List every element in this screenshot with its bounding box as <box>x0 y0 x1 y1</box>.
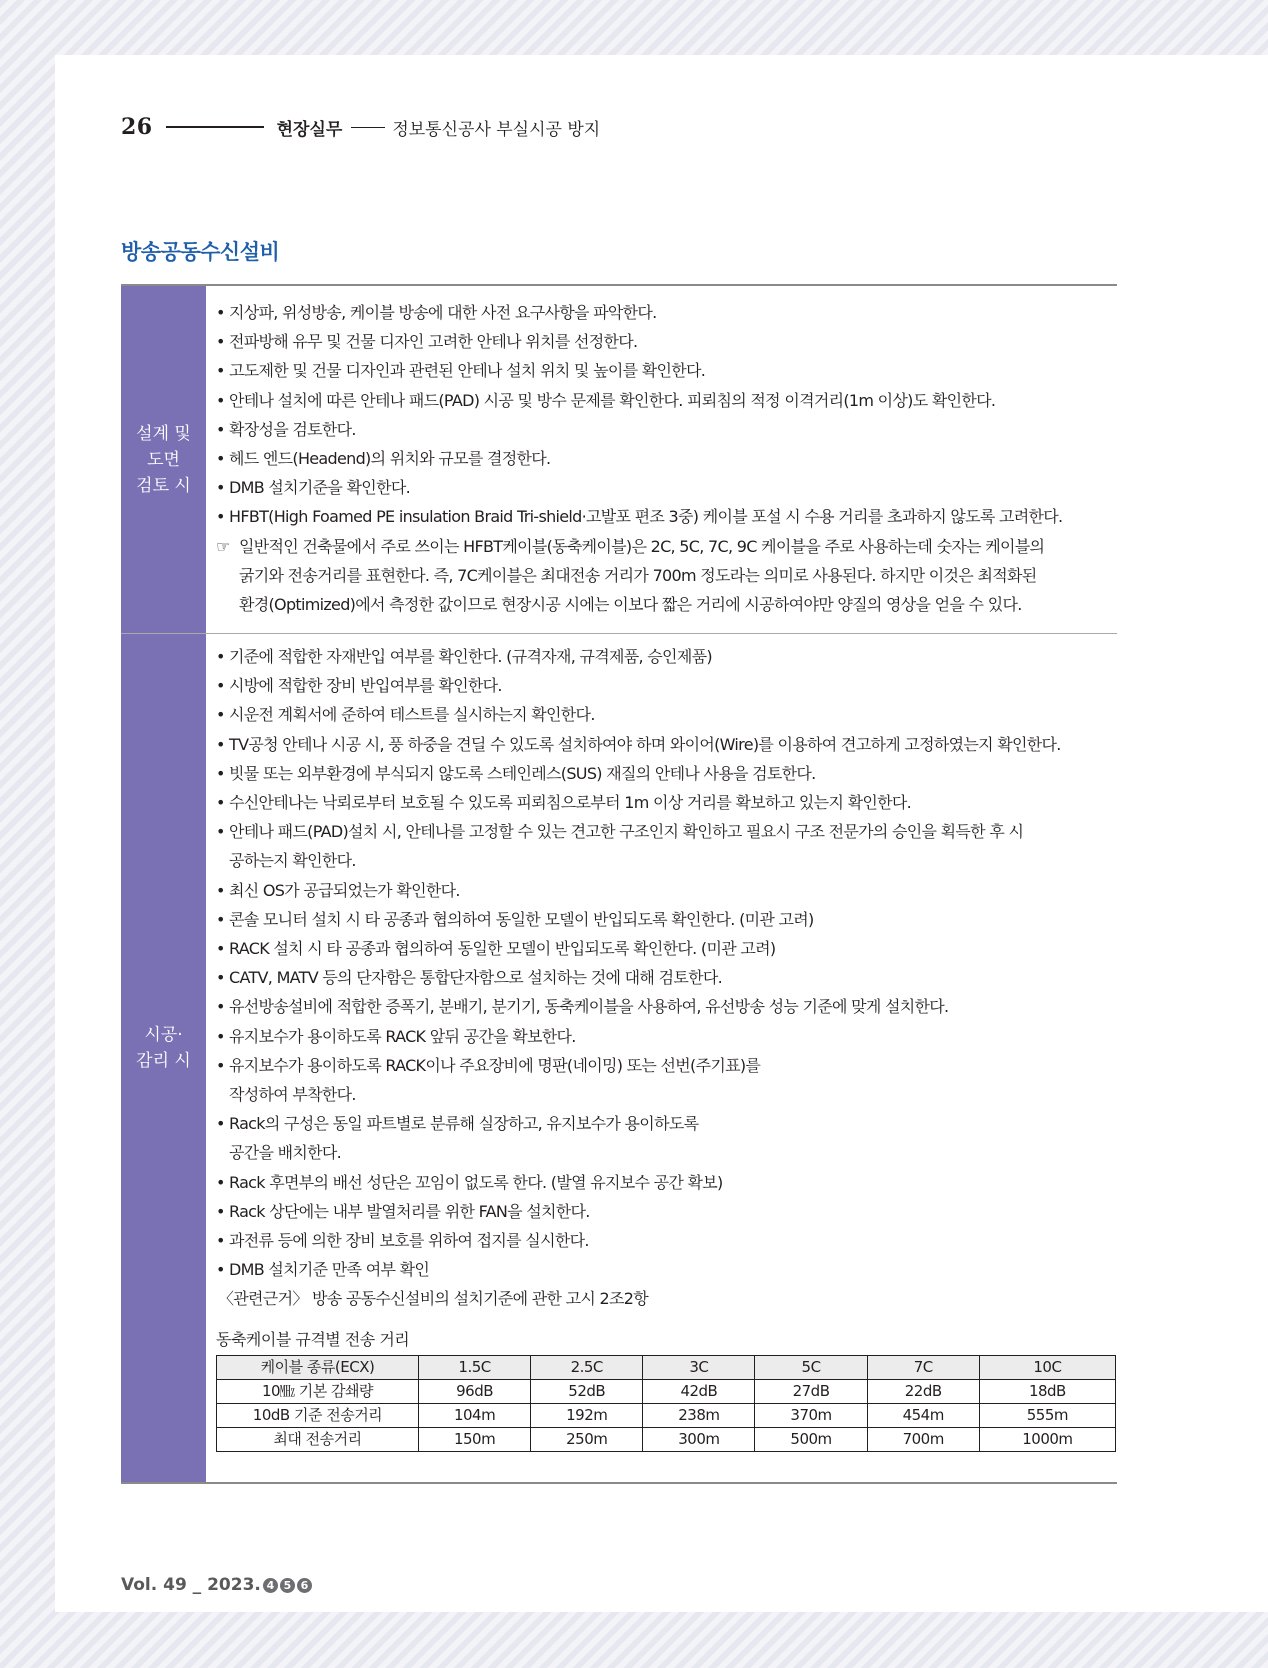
table-cell: 42dB <box>643 1379 755 1403</box>
list-item-line: 유지보수가 용이하도록 RACK이나 주요장비에 명판(네이밍) 또는 선번(주기표)를 <box>229 1055 761 1075</box>
pointing-hand-icon: ☞ <box>216 536 230 556</box>
list-item <box>216 1197 1117 1226</box>
bullet-icon: • <box>216 1172 225 1192</box>
list-item-line: 유지보수가 용이하도록 RACK 앞뒤 공간을 확보한다. <box>229 1026 576 1046</box>
month-badge: 6 <box>297 1578 312 1593</box>
list-item-line: 공하는지 확인한다. <box>229 851 356 871</box>
cable-spec-table <box>216 1355 1116 1452</box>
bullet-icon: • <box>216 478 225 498</box>
construction-content <box>206 634 1117 1482</box>
list-item-text <box>229 642 712 671</box>
bullet-icon: • <box>216 390 225 410</box>
label-line: 설계 및 <box>136 423 191 444</box>
list-item-line: 확장성을 검토한다. <box>229 419 356 439</box>
list-item-line: 콘솔 모니터 설치 시 타 공종과 협의하여 동일한 모델이 반입되도록 확인한다. (미관 고려) <box>229 909 814 929</box>
label-line: 감리 시 <box>136 1051 191 1071</box>
bullet-icon: • <box>216 1026 225 1046</box>
list-item-text <box>229 730 1061 759</box>
list-item-text <box>229 1168 723 1197</box>
list-item <box>216 700 1117 729</box>
table-cell: 238m <box>643 1403 755 1427</box>
table-cell: 500m <box>755 1427 867 1451</box>
table-cell: 250m <box>531 1427 643 1451</box>
bullet-icon: • <box>216 1055 225 1075</box>
list-item <box>216 934 1117 963</box>
list-item <box>216 473 1117 502</box>
bullet-icon: • <box>216 763 225 783</box>
list-item <box>216 730 1117 759</box>
list-item <box>216 502 1117 531</box>
list-item-line: 시운전 계획서에 준하여 테스트를 실시하는지 확인한다. <box>229 705 595 725</box>
list-item-text <box>229 502 1062 531</box>
table-cell: 2.5C <box>531 1355 643 1379</box>
section-heading: 방송공동수신설비 <box>121 240 280 264</box>
list-item-text <box>229 671 502 700</box>
list-item-line: HFBT(High Foamed PE insulation Braid Tri-shield·고발포 편조 3중) 케이블 포설 시 수용 거리를 초과하지 않도록 고려한다. <box>229 507 1063 527</box>
list-item-text <box>229 1255 429 1284</box>
label-line: 시공· <box>144 1025 183 1045</box>
list-item-line: DMB 설치기준 만족 여부 확인 <box>229 1260 430 1280</box>
list-item-text <box>229 817 1023 875</box>
page-number: 26 <box>121 114 153 140</box>
list-item-line: DMB 설치기준을 확인한다. <box>229 478 410 498</box>
list-item-text <box>229 700 595 729</box>
bullet-icon: • <box>216 303 225 322</box>
list-item <box>216 992 1117 1021</box>
bullet-icon: • <box>216 793 225 813</box>
list-item-line: 기준에 적합한 자재반입 여부를 확인한다. (규격자재, 규격제품, 승인제품) <box>229 647 712 666</box>
bullet-icon: • <box>216 909 225 929</box>
list-item-text <box>229 298 657 327</box>
list-item <box>216 963 1117 992</box>
month-badge: 5 <box>280 1578 295 1593</box>
list-item-line: 작성하여 부착한다. <box>229 1085 356 1105</box>
bullet-icon: • <box>216 676 225 696</box>
list-item-line: TV공청 안테나 시공 시, 풍 하중을 견딜 수 있도록 설치하여야 하며 와이어(Wire)를 이용하여 견고하게 고정하였는지 확인한다. <box>229 734 1061 754</box>
list-item <box>216 671 1117 700</box>
row-label-construction <box>121 634 206 1482</box>
list-item-line: Rack의 구성은 동일 파트별로 분류해 실장하고, 유지보수가 용이하도록 <box>229 1114 699 1134</box>
table-cell: 케이블 종류(ECX) <box>217 1355 419 1379</box>
table-cell: 7C <box>867 1355 979 1379</box>
table-cell: 3C <box>643 1355 755 1379</box>
table-cell: 52dB <box>531 1379 643 1403</box>
construction-row <box>121 634 1117 1484</box>
list-item-line: 시방에 적합한 장비 반입여부를 확인한다. <box>229 676 502 696</box>
footer-volume: Vol. 49 _ 2023. <box>121 1575 261 1595</box>
list-item-line: Rack 후면부의 배선 성단은 꼬임이 없도록 한다. (발열 유지보수 공간 확보) <box>229 1172 723 1192</box>
list-item-line: 지상파, 위성방송, 케이블 방송에 대한 사전 요구사항을 파악한다. <box>229 303 657 322</box>
table-cell: 1.5C <box>419 1355 531 1379</box>
list-item-text <box>229 876 460 905</box>
table-cell: 10dB 기준 전송거리 <box>217 1403 419 1427</box>
list-item-text <box>229 415 356 444</box>
header-title: 정보통신공사 부실시공 방지 <box>392 119 601 140</box>
table-header-row <box>217 1355 1116 1379</box>
table-cell: 370m <box>755 1403 867 1427</box>
list-item-line: CATV, MATV 등의 단자함은 통합단자함으로 설치하는 것에 대해 검토한다. <box>229 968 722 988</box>
table-cell: 454m <box>867 1403 979 1427</box>
list-item-line: 수신안테나는 낙뢰로부터 보호될 수 있도록 피뢰침으로부터 1m 이상 거리를 확보하고 있는지 확인한다. <box>229 793 911 813</box>
table-row <box>217 1379 1116 1403</box>
list-item-line: 전파방해 유무 및 건물 디자인 고려한 안테나 위치를 선정한다. <box>229 332 638 352</box>
table-cell: 18dB <box>979 1379 1115 1403</box>
list-item <box>216 415 1117 444</box>
construction-bullet-list <box>216 642 1117 1284</box>
bullet-icon: • <box>216 734 225 754</box>
list-item-line: 고도제한 및 건물 디자인과 관련된 안테나 설치 위치 및 높이를 확인한다. <box>229 361 706 381</box>
bullet-icon: • <box>216 939 225 959</box>
list-item-text <box>229 934 775 963</box>
list-item <box>216 298 1117 327</box>
list-item-line: RACK 설치 시 타 공종과 협의하여 동일한 모델이 반입되도록 확인한다. (미관 고려) <box>229 939 776 959</box>
list-item-text <box>229 1109 698 1167</box>
list-item-line: 유선방송설비에 적합한 증폭기, 분배기, 분기기, 동축케이블을 사용하여, 유선방송 성능 기준에 맞게 설치한다. <box>229 997 949 1017</box>
bullet-icon: • <box>216 1231 225 1251</box>
cable-note-text <box>239 532 1044 620</box>
list-item <box>216 1255 1117 1284</box>
note-line: 굵기와 전송거리를 표현한다. 즉, 7C케이블은 최대전송 거리가 700m 정도라는 의미로 사용된다. 하지만 이것은 최적화된 <box>239 565 1037 585</box>
table-row <box>217 1403 1116 1427</box>
month-badge: 4 <box>263 1578 278 1593</box>
list-item <box>216 1226 1117 1255</box>
list-item-line: 빗물 또는 외부환경에 부식되지 않도록 스테인레스(SUS) 재질의 안테나 사용을 검토한다. <box>229 763 816 783</box>
legal-reference: 〈관련근거〉 방송 공동수신설비의 설치기준에 관한 고시 2조2항 <box>218 1289 649 1309</box>
list-item <box>216 1022 1117 1051</box>
checklist-table <box>121 284 1117 1484</box>
design-bullet-list <box>216 298 1117 532</box>
list-item-text <box>229 759 816 788</box>
list-item <box>216 386 1117 415</box>
list-item <box>216 788 1117 817</box>
table-cell: 192m <box>531 1403 643 1427</box>
table-cell: 700m <box>867 1427 979 1451</box>
bullet-icon: • <box>216 968 225 988</box>
table-cell: 555m <box>979 1403 1115 1427</box>
bullet-icon: • <box>216 449 225 469</box>
table-cell: 5C <box>755 1355 867 1379</box>
table-cell: 10㎒ 기본 감쇄량 <box>217 1379 419 1403</box>
page-footer <box>121 1575 312 1595</box>
bullet-icon: • <box>216 1260 225 1280</box>
list-item-line: Rack 상단에는 내부 발열처리를 위한 FAN을 설치한다. <box>229 1201 590 1221</box>
list-item <box>216 759 1117 788</box>
list-item <box>216 1051 1117 1109</box>
label-line: 도면 <box>147 449 180 470</box>
list-item <box>216 905 1117 934</box>
list-item-text <box>229 1051 760 1109</box>
list-item-text <box>229 1197 590 1226</box>
list-item-text <box>229 1022 576 1051</box>
table-cell: 27dB <box>755 1379 867 1403</box>
table-cell: 22dB <box>867 1379 979 1403</box>
header-rule <box>166 126 264 128</box>
bullet-icon: • <box>216 361 225 381</box>
bullet-icon: • <box>216 997 225 1017</box>
table-cell: 150m <box>419 1427 531 1451</box>
table-cell: 96dB <box>419 1379 531 1403</box>
bullet-icon: • <box>216 419 225 439</box>
list-item <box>216 356 1117 385</box>
list-item <box>216 817 1117 875</box>
list-item-text <box>229 386 995 415</box>
bullet-icon: • <box>216 880 225 900</box>
list-item <box>216 327 1117 356</box>
list-item-text <box>229 444 550 473</box>
table-cell: 1000m <box>979 1427 1115 1451</box>
note-line: 일반적인 건축물에서 주로 쓰이는 HFBT케이블(동축케이블)은 2C, 5C, 7C, 9C 케이블을 주로 사용하는데 숫자는 케이블의 <box>239 536 1045 556</box>
list-item-line: 공간을 배치한다. <box>229 1143 342 1163</box>
list-item-text <box>229 992 948 1021</box>
bullet-icon: • <box>216 1114 225 1134</box>
table-row <box>217 1427 1116 1451</box>
list-item-text <box>229 963 722 992</box>
bullet-icon: • <box>216 1201 225 1221</box>
design-review-content <box>206 286 1117 633</box>
list-item-text <box>229 905 814 934</box>
spec-table-caption: 동축케이블 규격별 전송 거리 <box>216 1329 410 1349</box>
page-header <box>121 112 600 142</box>
list-item-line: 안테나 설치에 따른 안테나 패드(PAD) 시공 및 방수 문제를 확인한다. 피뢰침의 적정 이격거리(1m 이상)도 확인한다. <box>229 390 996 410</box>
bullet-icon: • <box>216 822 225 842</box>
table-cell: 최대 전송거리 <box>217 1427 419 1451</box>
table-cell: 10C <box>979 1355 1115 1379</box>
list-item <box>216 1109 1117 1167</box>
bullet-icon: • <box>216 705 225 725</box>
list-item-text <box>229 788 911 817</box>
table-cell: 104m <box>419 1403 531 1427</box>
list-item-text <box>229 473 410 502</box>
header-dash <box>351 127 385 128</box>
list-item-line: 헤드 엔드(Headend)의 위치와 규모를 결정한다. <box>229 449 551 469</box>
list-item-text <box>229 1226 589 1255</box>
list-item <box>216 642 1117 671</box>
cable-note <box>216 532 1117 620</box>
design-review-row <box>121 284 1117 634</box>
table-cell: 300m <box>643 1427 755 1451</box>
bullet-icon: • <box>216 507 225 527</box>
bullet-icon: • <box>216 647 225 666</box>
note-line: 환경(Optimized)에서 측정한 값이므로 현장시공 시에는 이보다 짧은 거리에 시공하여야만 양질의 영상을 얻을 수 있다. <box>239 595 1022 615</box>
list-item <box>216 1168 1117 1197</box>
list-item <box>216 876 1117 905</box>
list-item-line: 안테나 패드(PAD)설치 시, 안테나를 고정할 수 있는 견고한 구조인지 확인하고 필요시 구조 전문가의 승인을 획득한 후 시 <box>229 822 1024 842</box>
label-line: 검토 시 <box>136 475 191 496</box>
list-item-line: 과전류 등에 의한 장비 보호를 위하여 접지를 실시한다. <box>229 1231 589 1251</box>
bullet-icon: • <box>216 332 225 352</box>
list-item-line: 최신 OS가 공급되었는가 확인한다. <box>229 880 460 900</box>
list-item-text <box>229 356 705 385</box>
section-tag: 현장실무 <box>276 119 343 140</box>
list-item <box>216 444 1117 473</box>
list-item-text <box>229 327 637 356</box>
row-label-design <box>121 286 206 633</box>
